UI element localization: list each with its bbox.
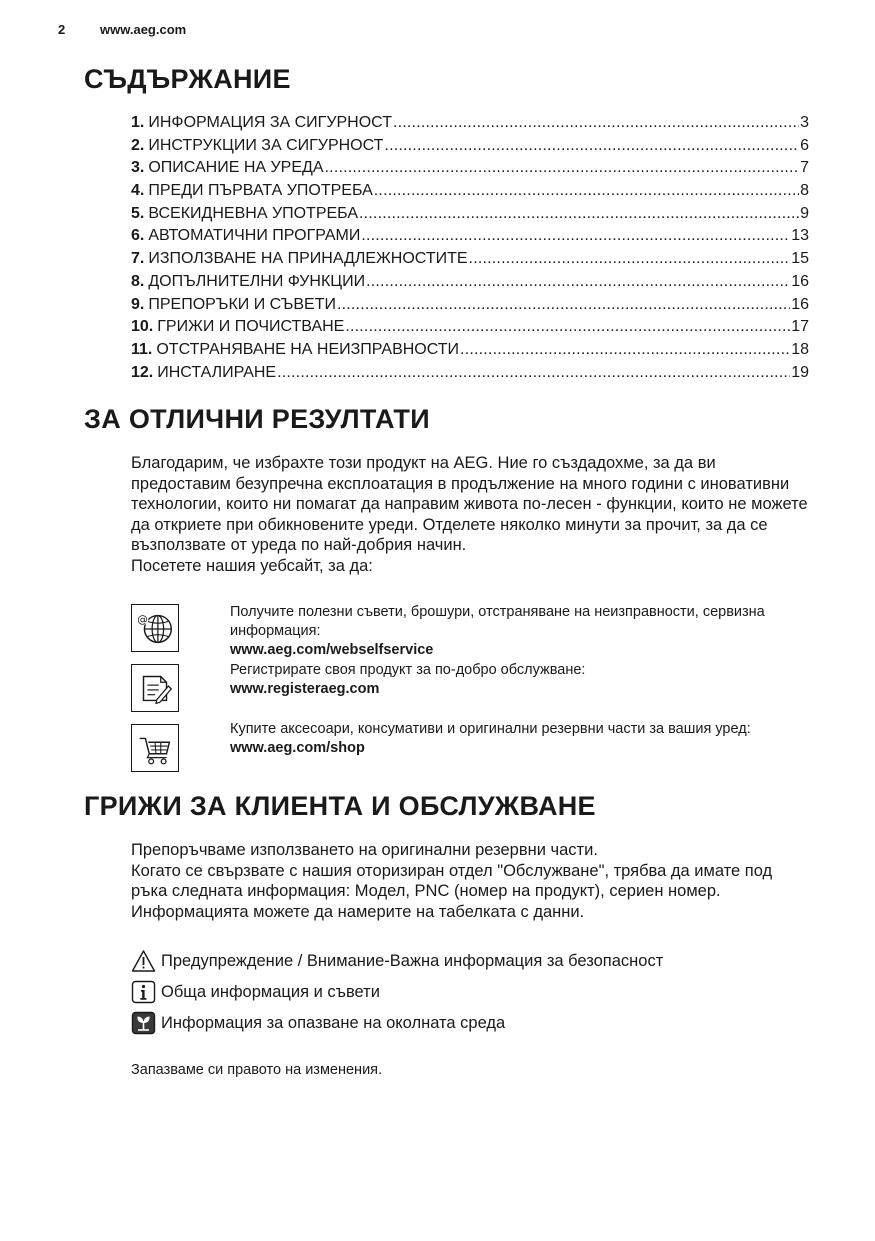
toc-row[interactable] bbox=[131, 248, 809, 271]
toc-row[interactable] bbox=[131, 316, 809, 339]
toc-row[interactable] bbox=[131, 362, 809, 385]
toc-leader-dots bbox=[384, 135, 799, 158]
toc-label: ОПИСАНИЕ НА УРЕДА bbox=[148, 159, 324, 177]
toc-label: ПРЕПОРЪКИ И СЪВЕТИ bbox=[148, 295, 336, 313]
table-of-contents bbox=[131, 112, 809, 384]
toc-page-number: 17 bbox=[791, 318, 809, 336]
toc-label: ГРИЖИ И ПОЧИСТВАНЕ bbox=[157, 318, 345, 336]
toc-number: 7. bbox=[131, 250, 145, 268]
link-register-url[interactable]: www.registeraeg.com bbox=[230, 681, 380, 697]
toc-leader-dots bbox=[469, 248, 791, 271]
results-intro: Благодарим, че избрахте този продукт на AEG. Ние го създадохме, за да ви предоставим безупречна експлоатация в продължение на много години с иновативни технологии, които ни помагат да направим живота по-лесен - функции, които не можете да откриете при обикновените уреди. Отделете няколко минути за прочит, за да се възползвате от уреда по най-добрия начин. bbox=[131, 454, 808, 555]
environment-icon bbox=[131, 1011, 156, 1035]
toc-page-number: 3 bbox=[800, 114, 809, 131]
toc-number: 11. bbox=[131, 340, 153, 358]
toc-number: 1. bbox=[131, 114, 145, 131]
toc-title: СЪДЪРЖАНИЕ bbox=[84, 64, 291, 94]
toc-leader-dots bbox=[366, 271, 790, 294]
globe-icon bbox=[131, 604, 179, 652]
care-line1: Препоръчваме използването на оригинални резервни части. bbox=[131, 841, 598, 859]
toc-leader-dots bbox=[277, 362, 790, 385]
toc-number: 9. bbox=[131, 295, 145, 313]
link-shop bbox=[230, 720, 800, 758]
toc-page-number: 6 bbox=[800, 136, 809, 154]
toc-page-number: 18 bbox=[791, 340, 809, 358]
toc-leader-dots bbox=[374, 180, 799, 203]
toc-page-number: 19 bbox=[791, 363, 809, 381]
link-webselfservice-url[interactable]: www.aeg.com/webselfservice bbox=[230, 642, 434, 658]
care-block bbox=[131, 840, 811, 922]
legend-environment bbox=[131, 1011, 505, 1035]
svg-text:@: @ bbox=[137, 614, 148, 627]
legend-warning bbox=[131, 949, 663, 973]
results-title: ЗА ОТЛИЧНИ РЕЗУЛТАТИ bbox=[84, 404, 430, 434]
link-register bbox=[230, 661, 800, 699]
toc-label: ОТСТРАНЯВАНЕ НА НЕИЗПРАВНОСТИ bbox=[156, 340, 460, 358]
toc-page-number: 8 bbox=[800, 182, 809, 200]
toc-label: ИНФОРМАЦИЯ ЗА СИГУРНОСТ bbox=[148, 114, 392, 131]
warning-icon bbox=[131, 949, 156, 973]
results-visit: Посетете нашия уебсайт, за да: bbox=[131, 556, 373, 575]
legend-warning-text: Предупреждение / Внимание-Важна информация за безопасност bbox=[161, 951, 664, 970]
toc-leader-dots bbox=[393, 112, 799, 135]
toc-number: 10. bbox=[131, 318, 154, 336]
change-notice: Запазваме си правото на изменения. bbox=[131, 1062, 383, 1078]
toc-row[interactable] bbox=[131, 271, 809, 294]
link-shop-url[interactable]: www.aeg.com/shop bbox=[230, 740, 365, 756]
care-line2: Когато се свързвате с нашия оторизиран отдел "Обслужване", трябва да имате под ръка следната информация: Модел, PNC (номер на продукт), сериен номер. bbox=[131, 861, 773, 901]
legend-info bbox=[131, 980, 380, 1004]
legend-environment-text: Информация за опазване на околната среда bbox=[161, 1013, 506, 1032]
toc-label: АВТОМАТИЧНИ ПРОГРАМИ bbox=[148, 227, 361, 245]
toc-row[interactable] bbox=[131, 180, 809, 203]
toc-leader-dots bbox=[361, 225, 790, 248]
toc-leader-dots bbox=[337, 294, 790, 317]
header-site-url[interactable]: www.aeg.com bbox=[100, 22, 187, 37]
toc-page-number: 15 bbox=[791, 250, 809, 268]
toc-row[interactable] bbox=[131, 294, 809, 317]
toc-row[interactable] bbox=[131, 112, 809, 135]
toc-label: ИНСТРУКЦИИ ЗА СИГУРНОСТ bbox=[148, 136, 384, 154]
toc-label: ПРЕДИ ПЪРВАТА УПОТРЕБА bbox=[148, 182, 373, 200]
toc-leader-dots bbox=[460, 339, 790, 362]
link-register-text: Регистрирате своя продукт за по-добро обслужване: bbox=[230, 662, 586, 678]
toc-number: 4. bbox=[131, 182, 145, 200]
toc-page-number: 9 bbox=[800, 204, 809, 222]
toc-leader-dots bbox=[359, 203, 799, 226]
link-webselfservice-text: Получите полезни съвети, брошури, отстраняване на неизправности, сервизна информация: bbox=[230, 604, 765, 639]
results-intro-block bbox=[131, 453, 811, 577]
legend-info-text: Обща информация и съвети bbox=[161, 982, 380, 1001]
toc-page-number: 16 bbox=[791, 272, 809, 290]
toc-page-number: 7 bbox=[800, 159, 809, 177]
toc-leader-dots bbox=[325, 157, 800, 180]
toc-leader-dots bbox=[345, 316, 790, 339]
toc-page-number: 16 bbox=[791, 295, 809, 313]
toc-label: ВСЕКИДНЕВНА УПОТРЕБА bbox=[148, 204, 358, 222]
toc-page-number: 13 bbox=[791, 227, 809, 245]
toc-row[interactable] bbox=[131, 157, 809, 180]
care-title: ГРИЖИ ЗА КЛИЕНТА И ОБСЛУЖВАНЕ bbox=[84, 791, 596, 821]
toc-row[interactable] bbox=[131, 225, 809, 248]
toc-number: 5. bbox=[131, 204, 145, 222]
info-icon bbox=[131, 980, 156, 1004]
toc-number: 3. bbox=[131, 159, 145, 177]
toc-number: 12. bbox=[131, 363, 154, 381]
toc-label: ДОПЪЛНИТЕЛНИ ФУНКЦИИ bbox=[148, 272, 366, 290]
toc-row[interactable] bbox=[131, 203, 809, 226]
toc-number: 6. bbox=[131, 227, 145, 245]
toc-number: 2. bbox=[131, 136, 145, 154]
toc-label: ИЗПОЛЗВАНЕ НА ПРИНАДЛЕЖНОСТИТЕ bbox=[148, 250, 468, 268]
toc-label: ИНСТАЛИРАНЕ bbox=[157, 363, 277, 381]
toc-number: 8. bbox=[131, 272, 145, 290]
toc-row[interactable] bbox=[131, 339, 809, 362]
register-icon bbox=[131, 664, 179, 712]
cart-icon bbox=[131, 724, 179, 772]
care-line3: Информацията можете да намерите на табелката с данни. bbox=[131, 902, 585, 921]
link-shop-text: Купите аксесоари, консумативи и оригинални резервни части за вашия уред: bbox=[230, 721, 751, 737]
page-number: 2 bbox=[58, 22, 66, 37]
toc-row[interactable] bbox=[131, 135, 809, 158]
link-webselfservice bbox=[230, 603, 800, 660]
